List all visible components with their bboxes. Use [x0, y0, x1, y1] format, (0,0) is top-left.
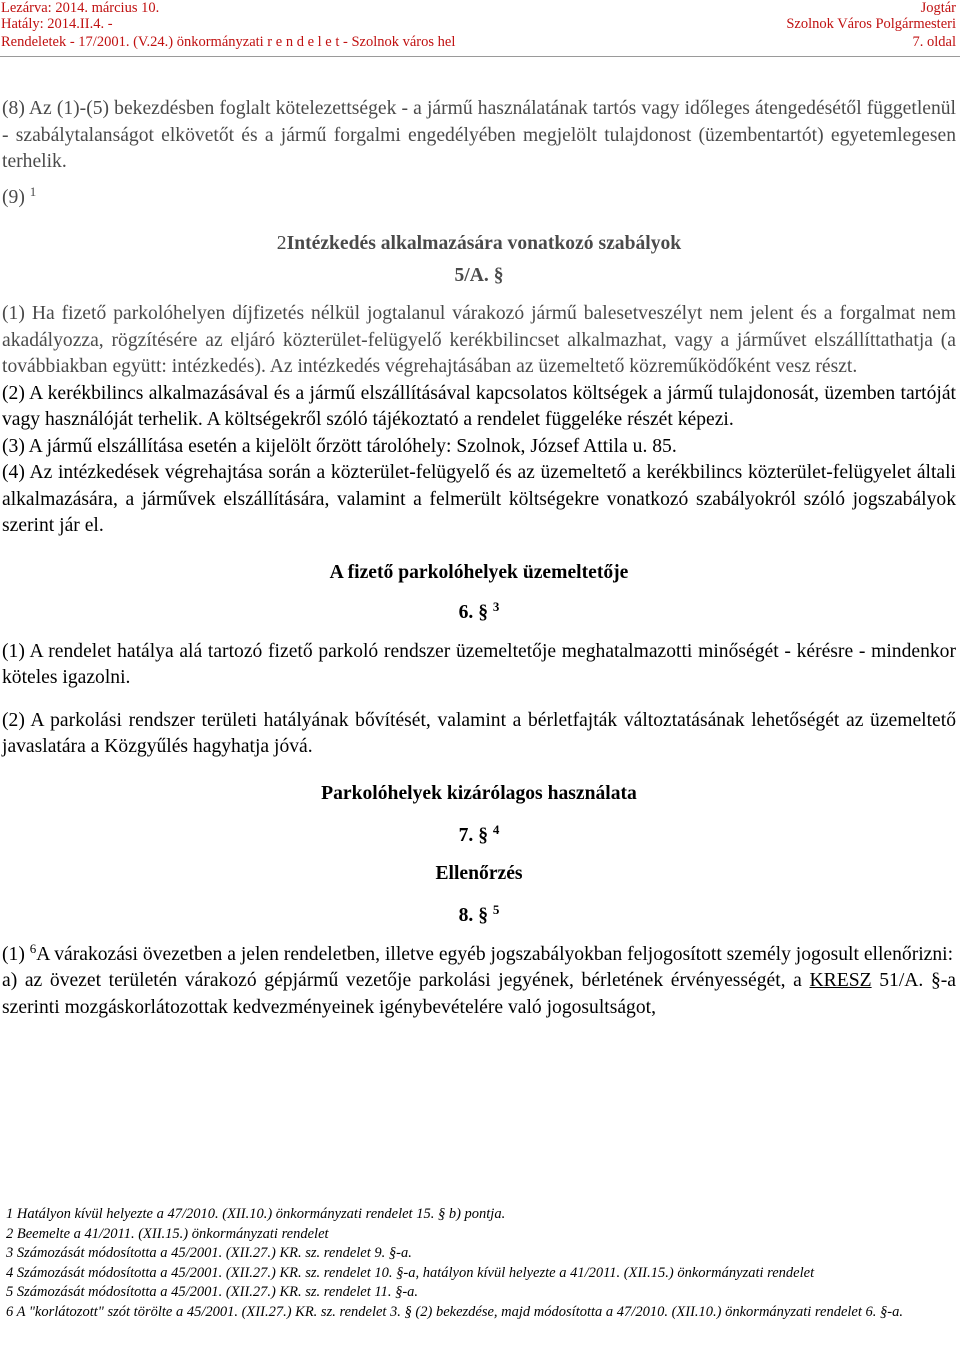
section-7-title: Parkolóhelyek kizárólagos használata [321, 782, 637, 804]
footnote-ref-6[interactable]: 6 [29, 940, 37, 956]
section-8-paragraph-1: (1) $^6$A várakozási övezetben a jelen rendeletben, illetve egyéb jogszabályokban feljogosított személy jogosult ellenőrizni: [2, 940, 954, 965]
paragraph-8: (8) Az (1)-(5) bekezdésben foglalt kötelezettségek - a jármű használatának tartós vagy időleges átengedésétől függetlenül - szabálytalanságot elkövetőt és a jármű forgalmi engedélyében megjelölt tulajdonost (üzembentartót) egyetemlegesen terhelik. [2, 98, 956, 172]
footnote-5: 5 Számozását módosította a 45/2001. (XII.27.) KR. sz. rendelet 11. §-a. [6, 1284, 419, 1301]
footnote-ref-2[interactable]: 2 [276, 233, 287, 254]
header-closed-date: Lezárva: 2014. március 10. [1, 0, 160, 16]
section-6-number: 6. § $^3$ [458, 599, 500, 623]
header-source: Jogtár [920, 0, 956, 16]
header-divider [0, 56, 960, 57]
section-5a-title: 2Intézkedés alkalmazására vonatkozó szabályok [276, 233, 682, 254]
section-5a-number: 5/A. § [454, 264, 504, 286]
document-body [2, 96, 956, 1021]
footnote-1: 1 Hatályon kívül helyezte a 47/2010. (XII.10.) önkormányzati rendelet 15. § b) pontja. [6, 1206, 506, 1222]
section-8-number: 8. § $^5$ [458, 902, 500, 926]
section-8-title: Ellenőrzés [435, 862, 523, 884]
footnote-4: 4 Számozását módosította a 45/2001. (XII.27.) KR. sz. rendelet 10. §-a, hatályon kívül helyezte a 41/2011. (XII.15.) önkormányzati rendelet [6, 1264, 815, 1281]
footnote-ref-1[interactable]: 1 [29, 183, 37, 199]
footnote-ref-3[interactable]: 3 [492, 599, 500, 614]
paragraph-9-label: (9) [2, 186, 25, 208]
header-validity: Hatály: 2014.II.4. - [1, 16, 113, 32]
section-6-paragraph-1: (1) A rendelet hatálya alá tartozó fizető parkoló rendszer üzemeltetője meghatalmazotti minőségét - kérésre - mindenkor köteles igazolni. [2, 640, 956, 688]
footnote-3: 3 Számozását módosította a 45/2001. (XII.27.) KR. sz. rendelet 9. §-a. [6, 1245, 412, 1262]
section-6-paragraph-2: (2) A parkolási rendszer területi hatályának bővítését, valamint a bérletfajták változtatásának lehetőségét az üzemeltető javaslatára a Közgyűlés hagyhatja jóvá. [2, 709, 956, 757]
section-5a-paragraph-2: (2) A kerékbilincs alkalmazásával és a jármű elszállításával kapcsolatos költségek a jármű tulajdonosát, üzemben tartóját vagy használóját terhelik. A költségekről szóló tájékoztató a rendelet függeléke részét képezi. [2, 382, 956, 430]
section-7-number: 7. § $^4$ [458, 822, 500, 846]
section-5a-paragraph-1: (1) Ha fizető parkolóhelyen díjfizetés nélkül jogtalanul várakozó jármű balesetveszélyt nem jelent és a forgalmat nem akadályozza, rögzítésére az eljáró közterület-felügyelő kerékbilincset alkalmazhat, vagy a járművet elszállíttathatja (a továbbiakban együtt: intézkedés). Az intézkedés végrehajtásában az üzemeltető közreműködőként vesz részt. [2, 303, 956, 377]
header-document-title: Rendeletek - 17/2001. (V.24.) önkormányzati r e n d e l e t - Szolnok város hel [1, 34, 456, 50]
page-header [0, 0, 960, 56]
footnotes [6, 1206, 956, 1324]
section-5a-paragraph-4: (4) Az intézkedések végrehajtása során a közterület-felügyelő és az üzemeltető a kerékbilincs közterület-felügyelet általi alkalmazására, a járművek elszállítására, valamint a felmerült költségekre vonatkozó szabályokról szóló jogszabályok szerint jár el. [2, 462, 956, 536]
kresz-link[interactable]: KRESZ [809, 970, 872, 991]
footnote-6: 6 A "korlátozott" szót törölte a 45/2001. (XII.27.) KR. sz. rendelet 3. § (2) bekezdése, majd módosította a 47/2010. (XII.10.) önkormányzati rendelet 6. §-a. [6, 1303, 903, 1320]
section-8-item-a: a) az övezet területén várakozó gépjármű vezetője parkolási jegyének, bérletének érvényességét, a KRESZ 51/A. §-a szerinti mozgáskorlátozottak kedvezményeinek igénybevételére való jogosultságot, [2, 970, 956, 1018]
header-page-number: 7. oldal [912, 34, 956, 50]
section-5a-paragraph-3: (3) A jármű elszállítása esetén a kijelölt őrzött tárolóhely: Szolnok, József Attila u. 85. [2, 435, 677, 457]
footnote-ref-5[interactable]: 5 [492, 902, 500, 917]
footnote-2: 2 Beemelte a 41/2011. (XII.15.) önkormányzati rendelet [6, 1225, 329, 1242]
paragraph-9 [2, 185, 956, 212]
header-issuer: Szolnok Város Polgármesteri [786, 16, 956, 32]
footnote-ref-4[interactable]: 4 [492, 822, 500, 837]
section-6-title: A fizető parkolóhelyek üzemeltetője [329, 561, 629, 583]
